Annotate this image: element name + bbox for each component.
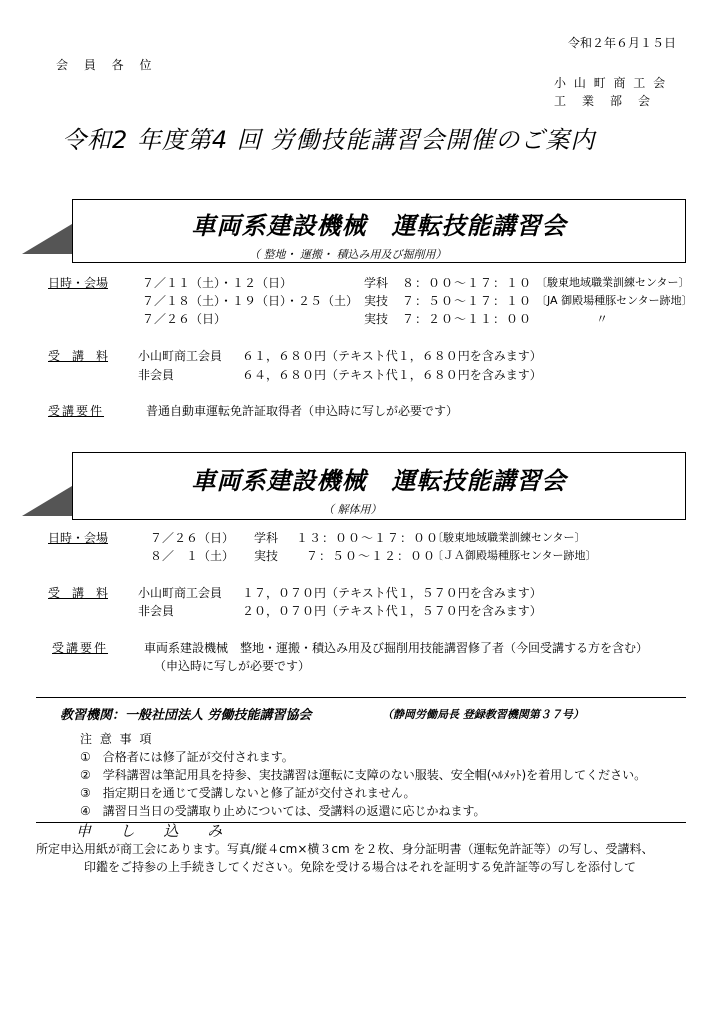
course1-schedule-time: ７：２０～１１：００ xyxy=(402,312,533,326)
institution-name: 教習機関：一般社団法人 労働技能講習協会 xyxy=(60,708,312,723)
course2-schedule-time: ７：５０～１２：００ xyxy=(306,549,437,563)
course1-schedule-time: ８：００～１７：１０ xyxy=(402,276,533,290)
notes-heading: 注 意 事 項 xyxy=(80,732,154,746)
course1-title: 車両系建設機械 運転技能講習会 xyxy=(191,212,567,240)
course2-schedule-type: 学科 xyxy=(254,531,279,545)
course2-requirement-note: （申込時に写しが必要です） xyxy=(154,659,311,673)
note-item: ④ 講習日当日の受講取り止めについては、受講料の返還に応じかねます。 xyxy=(80,804,486,818)
course1-fee-label: 受 講 料 xyxy=(48,349,109,363)
application-instructions-cont: 印鑑をご持参の上手続きしてください。免除を受ける場合はそれを証明する免許証等の写しを添付して xyxy=(84,860,637,874)
note-item: ② 学科講習は筆記用具を持参、実技講習は運転に支障のない服装、安全帽(ﾍﾙﾒｯﾄ)を着用してください。 xyxy=(80,768,647,782)
course1-schedule-time: ７：５０～１７：１０ xyxy=(402,294,533,308)
course2-schedule-dates: ７／２６（日） xyxy=(150,531,235,545)
course2-fee-who: 非会員 xyxy=(138,604,175,618)
institution-registration: （静岡労働局長 登録教習機関第３７号） xyxy=(382,708,584,721)
course2-header-box xyxy=(72,452,686,520)
course1-fee-who: 非会員 xyxy=(138,368,175,382)
section-divider xyxy=(36,697,686,698)
note-item: ③ 指定期日を通じて受講しないと修了証が交付されません。 xyxy=(80,786,416,800)
application-heading: 申 し 込 み xyxy=(76,822,235,840)
course2-title: 車両系建設機械 運転技能講習会 xyxy=(191,467,567,495)
issue-date: 令和２年６月１５日 xyxy=(567,36,676,50)
course1-fee-who: 小山町商工会員 xyxy=(138,349,223,363)
course1-schedule-label: 日時・会場 xyxy=(48,276,109,290)
course1-schedule-dates: ７／２６（日） xyxy=(142,312,227,326)
course1-schedule-type: 学科 xyxy=(364,276,389,290)
course1-header-box xyxy=(72,199,686,263)
course1-subtitle: （ 整地・ 運搬・ 積込み用及び掘削用） xyxy=(249,248,447,261)
course2-schedule-type: 実技 xyxy=(254,549,279,563)
page-title: 令和2 年度第4 回 労働技能講習会開催のご案内 xyxy=(62,126,596,154)
course2-requirement: 車両系建設機械 整地・運搬・積込み用及び掘削用技能講習修了者（今回受講する方を含む） xyxy=(144,641,649,655)
course1-requirement-label: 受講要件 xyxy=(48,404,105,418)
course2-schedule-label: 日時・会場 xyxy=(48,531,109,545)
application-instructions: 所定申込用紙が商工会にあります。写真/縦４cm×横３cm を２枚、身分証明書（運転免許証等）の写し、受講料、 xyxy=(36,842,654,856)
note-item: ① 合格者には修了証が交付されます。 xyxy=(80,750,294,764)
recipient: 会 員 各 位 xyxy=(56,58,158,72)
organization-name: 小 山 町 商 工 会 xyxy=(554,76,668,90)
course2-schedule-dates: ８／ １（土） xyxy=(150,549,235,563)
course2-requirement-label: 受講要件 xyxy=(52,641,109,655)
course1-schedule-dates: ７／１８（土）・１９（日）・２５（土） xyxy=(142,294,359,308)
course2-subtitle: （ 解体用） xyxy=(323,503,382,516)
course1-schedule-type: 実技 xyxy=(364,294,389,308)
course2-fee-who: 小山町商工会員 xyxy=(138,586,223,600)
course1-schedule-venue: 〃 xyxy=(596,312,609,326)
course2-fee-amount: ２０，０７０円（テキスト代１，５７０円を含みます） xyxy=(242,604,542,618)
course2-schedule-venue: 〔ＪＡ御殿場種豚センター跡地〕 xyxy=(432,549,597,562)
course2-fee-amount: １７，０７０円（テキスト代１，５７０円を含みます） xyxy=(242,586,542,600)
course1-schedule-venue: 〔JA 御殿場種豚センター跡地〕 xyxy=(536,294,693,307)
course1-requirement: 普通自動車運転免許証取得者（申込時に写しが必要です） xyxy=(146,404,459,418)
course2-schedule-venue: 〔駿東地域職業訓練センター〕 xyxy=(432,531,586,544)
course2-fee-label: 受 講 料 xyxy=(48,586,109,600)
course1-fee-amount: ６４，６８０円（テキスト代１，６８０円を含みます） xyxy=(242,368,542,382)
course1-schedule-venue: 〔駿東地域職業訓練センター〕 xyxy=(536,276,690,289)
course1-schedule-dates: ７／１１（土）・１２（日） xyxy=(142,276,293,290)
course2-schedule-time: １３：００～１７：００ xyxy=(296,531,440,545)
course1-schedule-type: 実技 xyxy=(364,312,389,326)
course1-fee-amount: ６１，６８０円（テキスト代１，６８０円を含みます） xyxy=(242,349,542,363)
department-name: 工 業 部 会 xyxy=(554,94,653,108)
